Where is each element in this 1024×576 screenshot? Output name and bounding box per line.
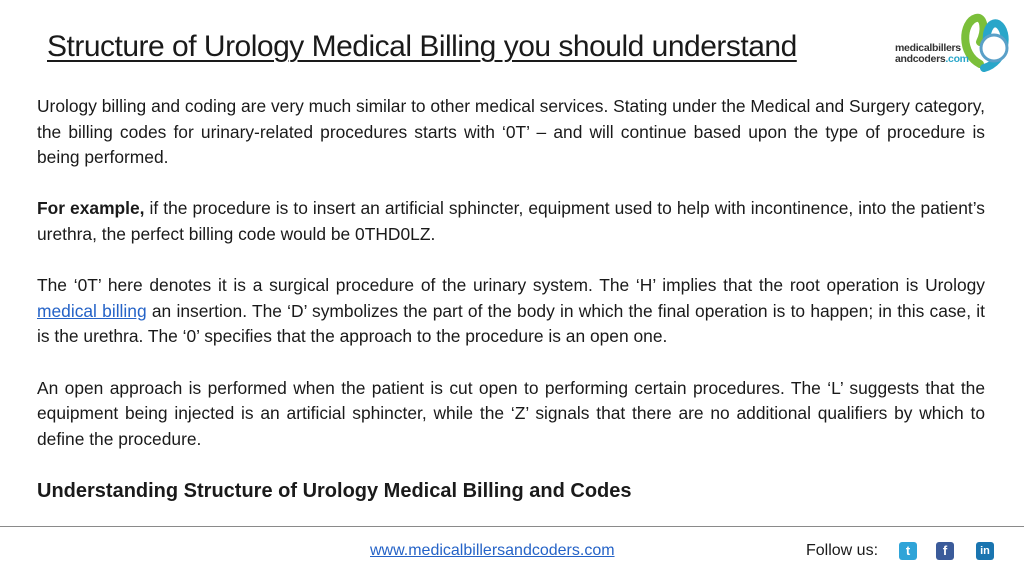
logo-line1: medicalbillers — [895, 42, 961, 54]
logo-line2-suffix: .com — [945, 53, 969, 65]
section-subheading: Understanding Structure of Urology Medical Billing and Codes — [37, 480, 632, 502]
company-logo — [892, 12, 1014, 72]
paragraph-4: An open approach is performed when the patient is cut open to performing certain procedures. The ‘L’ suggests that the equipment being injected is an artificial sphincter, while the ‘Z’ signals that there are no additional qualifiers by which to define the procedure. — [37, 377, 985, 449]
logo-line2: andcoders — [895, 53, 946, 65]
example-lead: For example, — [37, 198, 145, 219]
linkedin-icon[interactable]: in — [976, 542, 994, 560]
twitter-icon[interactable]: t — [899, 542, 917, 560]
paragraph-3-end: an insertion. The ‘D’ symbolizes the part of the body in which the final operation is to happen; in this case, it is the urethra. The ‘0’ specifies that the approach to the procedure is an open one. — [37, 300, 985, 347]
follow-label: Follow us: — [806, 542, 879, 559]
paragraph-2 — [37, 196, 985, 247]
paragraph-2-text: if the procedure is to insert an artificial sphincter, equipment used to help with incontinence, into the patient’s urethra, the perfect billing code would be 0THD0LZ. — [37, 198, 985, 244]
paragraph-3-start: The ‘0T’ here denotes it is a surgical procedure of the urinary system. The ‘H’ implies that the root operation is Urology — [37, 275, 985, 296]
body-text — [37, 94, 985, 478]
paragraph-1: Urology billing and coding are very much similar to other medical services. Stating under the Medical and Surgery category, the billing codes for urinary-related procedures starts with ‘0T’ – and will continue based upon the type of procedure is being performed. — [37, 96, 985, 168]
website-link[interactable]: www.medicalbillersandcoders.com — [370, 542, 615, 559]
page-title: Structure of Urology Medical Billing you should understand — [47, 30, 797, 63]
facebook-icon[interactable]: f — [936, 542, 954, 560]
paragraph-3 — [37, 273, 985, 350]
logo-wordmark — [895, 43, 969, 65]
medical-billing-link[interactable]: medical billing — [37, 300, 147, 321]
footer-divider — [0, 526, 1024, 527]
